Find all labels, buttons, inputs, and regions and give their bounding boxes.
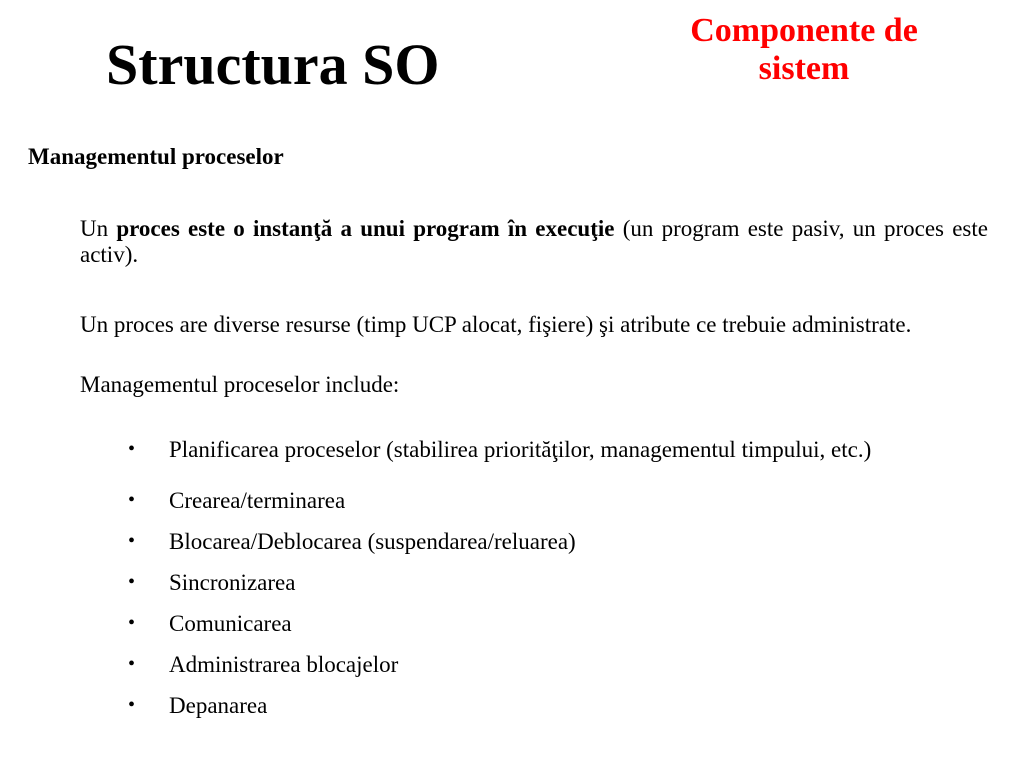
list-item-text: Planificarea proceselor (stabilirea priorităţilor, managementul timpului, etc.) (169, 437, 872, 462)
bullet-icon: • (128, 489, 136, 511)
list-item (124, 438, 988, 461)
list-item-text: Depanarea (169, 693, 268, 718)
bullet-icon: • (128, 653, 136, 675)
bullet-icon: • (128, 530, 136, 552)
bullet-icon: • (128, 438, 136, 460)
list-item (124, 694, 988, 717)
list-item (124, 612, 988, 635)
list-item-text: Administrarea blocajelor (169, 652, 399, 677)
paragraph-process-definition (80, 216, 988, 268)
list-item (124, 571, 988, 594)
section-heading: Managementul proceselor (28, 144, 284, 169)
paragraph-bold-definition: proces este o instanţă a unui program în execuţie (116, 216, 615, 241)
list-item-text: Comunicarea (169, 611, 292, 636)
slide-subtitle: Componente de sistem (690, 12, 918, 87)
paragraph-tail: (un program este pasiv, un proces este activ). (80, 216, 988, 267)
list-item (124, 530, 988, 553)
slide-title: Structura SO (106, 32, 440, 97)
list-item (124, 653, 988, 676)
paragraph-management-includes: Managementul proceselor include: (80, 372, 400, 397)
process-management-list (124, 438, 988, 735)
list-item-text: Blocarea/Deblocarea (suspendarea/reluarea) (169, 529, 576, 554)
bullet-icon: • (128, 612, 136, 634)
bullet-icon: • (128, 571, 136, 593)
list-item (124, 489, 988, 512)
paragraph-lead: Un (80, 216, 117, 241)
bullet-icon: • (128, 694, 136, 716)
list-item-text: Crearea/terminarea (169, 488, 346, 513)
paragraph-process-resources: Un proces are diverse resurse (timp UCP alocat, fişiere) şi atribute ce trebuie administrate. (80, 312, 912, 337)
list-item-text: Sincronizarea (169, 570, 296, 595)
